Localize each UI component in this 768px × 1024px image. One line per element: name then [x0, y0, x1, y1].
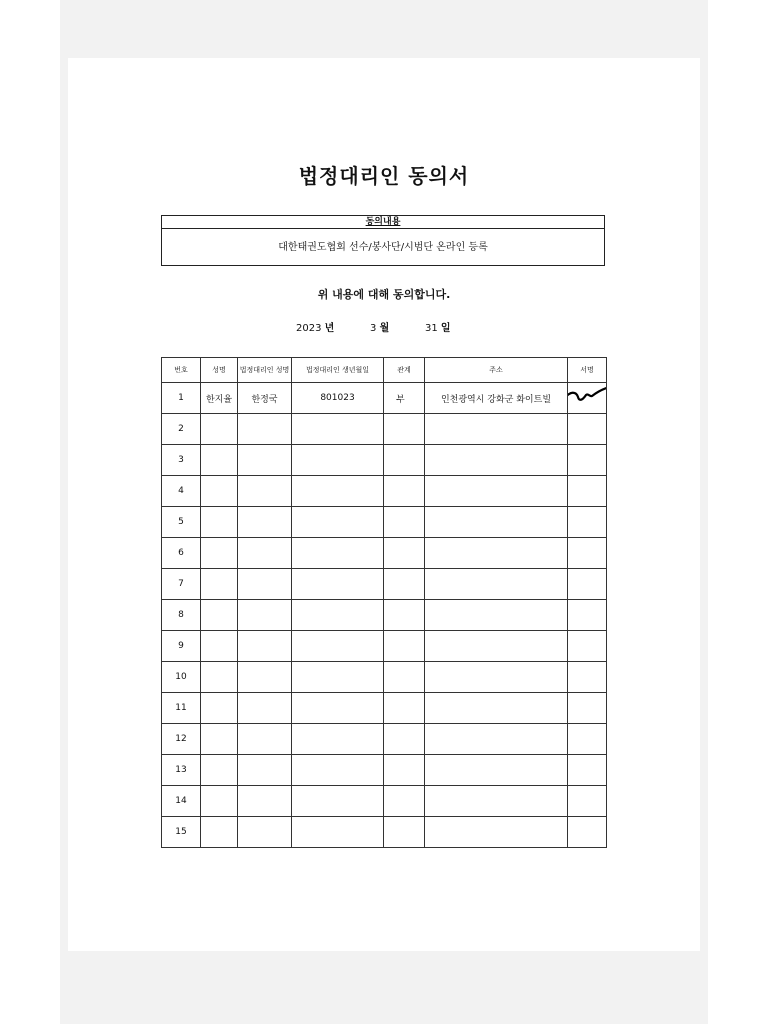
signature-cell: [568, 600, 607, 631]
handwritten-signature: [568, 383, 607, 407]
guardian-birthdate-cell: [292, 755, 384, 786]
date-day-value: 31: [425, 323, 438, 334]
row-number-cell: 7: [162, 569, 201, 600]
participant-name-cell: 한지율: [201, 383, 238, 414]
row-number-cell: 10: [162, 662, 201, 693]
guardian-name-cell: [238, 693, 292, 724]
row-number-cell: 4: [162, 476, 201, 507]
date-day-unit: 일: [440, 323, 451, 334]
participant-name-cell: [201, 631, 238, 662]
guardian-birthdate-cell: [292, 507, 384, 538]
address-cell: [425, 631, 568, 662]
participant-name-cell: [201, 569, 238, 600]
header-signature: 서명: [568, 358, 607, 383]
signature-cell: [568, 476, 607, 507]
address-cell: [425, 538, 568, 569]
table-row: [162, 755, 607, 786]
relation-cell: [384, 631, 425, 662]
relation-cell: [384, 476, 425, 507]
row-number-cell: 12: [162, 724, 201, 755]
signature-cell: [568, 569, 607, 600]
table-row: [162, 631, 607, 662]
guardian-name-cell: [238, 414, 292, 445]
document-title: 법정대리인 동의서: [298, 164, 470, 188]
date-year-value: 2023: [296, 323, 322, 334]
relation-cell: [384, 600, 425, 631]
signature-cell: [568, 662, 607, 693]
relation-cell: 부: [384, 383, 425, 414]
address-cell: [425, 693, 568, 724]
address-cell: 인천광역시 강화군 화이트빌: [425, 383, 568, 414]
relation-cell: [384, 786, 425, 817]
participant-name-cell: [201, 693, 238, 724]
table-row: [162, 662, 607, 693]
header-relation: 관계: [384, 358, 425, 383]
row-number-cell: 3: [162, 445, 201, 476]
guardian-birthdate-cell: [292, 414, 384, 445]
guardian-name-cell: [238, 786, 292, 817]
date-month: [370, 319, 389, 334]
guardian-name-cell: [238, 817, 292, 848]
row-number-cell: 15: [162, 817, 201, 848]
header-guardian-birthdate: 법정대리인 생년월일: [292, 358, 384, 383]
address-cell: [425, 476, 568, 507]
guardian-birthdate-cell: [292, 693, 384, 724]
participant-name-cell: [201, 600, 238, 631]
signature-cell: [568, 538, 607, 569]
table-row: [162, 538, 607, 569]
table-row: [162, 724, 607, 755]
guardian-name-cell: [238, 631, 292, 662]
row-number-cell: 1: [162, 383, 201, 414]
signature-cell: [568, 414, 607, 445]
participant-name-cell: [201, 538, 238, 569]
table-header-row: [162, 358, 607, 383]
consent-content-box: [161, 215, 605, 266]
address-cell: [425, 600, 568, 631]
table-row: [162, 507, 607, 538]
participant-name-cell: [201, 724, 238, 755]
signature-cell: [568, 445, 607, 476]
guardian-name-cell: [238, 569, 292, 600]
address-cell: [425, 445, 568, 476]
relation-cell: [384, 817, 425, 848]
relation-cell: [384, 445, 425, 476]
guardian-birthdate-cell: [292, 569, 384, 600]
guardian-birthdate-cell: 801023: [292, 383, 384, 414]
signature-cell: [568, 693, 607, 724]
date-year: [296, 319, 334, 334]
row-number-cell: 13: [162, 755, 201, 786]
relation-cell: [384, 569, 425, 600]
date-month-unit: 월: [379, 323, 390, 334]
guardian-name-cell: [238, 600, 292, 631]
participant-name-cell: [201, 507, 238, 538]
header-address: 주소: [425, 358, 568, 383]
row-number-cell: 5: [162, 507, 201, 538]
guardian-birthdate-cell: [292, 786, 384, 817]
row-number-cell: 6: [162, 538, 201, 569]
address-cell: [425, 507, 568, 538]
guardian-name-cell: [238, 507, 292, 538]
address-cell: [425, 569, 568, 600]
signature-cell: [568, 383, 607, 414]
address-cell: [425, 755, 568, 786]
table-row: [162, 817, 607, 848]
row-number-cell: 14: [162, 786, 201, 817]
relation-cell: [384, 755, 425, 786]
relation-cell: [384, 662, 425, 693]
address-cell: [425, 662, 568, 693]
table-row: [162, 383, 607, 414]
row-number-cell: 11: [162, 693, 201, 724]
consent-content-header: 동의내용: [162, 216, 604, 229]
guardian-birthdate-cell: [292, 445, 384, 476]
relation-cell: [384, 538, 425, 569]
header-number: 번호: [162, 358, 201, 383]
guardian-name-cell: [238, 476, 292, 507]
table-row: [162, 569, 607, 600]
guardian-birthdate-cell: [292, 538, 384, 569]
consent-content-text: 대한태권도협회 선수/봉사단/시범단 온라인 등록: [278, 242, 488, 253]
table-row: [162, 414, 607, 445]
signature-cell: [568, 817, 607, 848]
date-day: [425, 319, 451, 334]
signature-cell: [568, 507, 607, 538]
participant-name-cell: [201, 755, 238, 786]
participant-name-cell: [201, 786, 238, 817]
date-year-unit: 년: [324, 323, 335, 334]
document-page: [68, 58, 700, 951]
address-cell: [425, 817, 568, 848]
signature-cell: [568, 631, 607, 662]
address-cell: [425, 414, 568, 445]
relation-cell: [384, 724, 425, 755]
guardian-birthdate-cell: [292, 817, 384, 848]
relation-cell: [384, 414, 425, 445]
guardian-name-cell: [238, 662, 292, 693]
header-name: 성명: [201, 358, 238, 383]
guardian-name-cell: 한정국: [238, 383, 292, 414]
participant-name-cell: [201, 445, 238, 476]
signature-cell: [568, 755, 607, 786]
table-row: [162, 786, 607, 817]
guardian-name-cell: [238, 724, 292, 755]
row-number-cell: 9: [162, 631, 201, 662]
header-guardian-name: 법정대리인 성명: [238, 358, 292, 383]
table-row: [162, 476, 607, 507]
guardian-birthdate-cell: [292, 476, 384, 507]
agreement-statement: 위 내용에 대해 동의합니다.: [317, 288, 451, 301]
participant-name-cell: [201, 414, 238, 445]
participant-name-cell: [201, 476, 238, 507]
relation-cell: [384, 693, 425, 724]
signature-cell: [568, 786, 607, 817]
guardian-name-cell: [238, 755, 292, 786]
guardian-birthdate-cell: [292, 631, 384, 662]
address-cell: [425, 786, 568, 817]
row-number-cell: 2: [162, 414, 201, 445]
address-cell: [425, 724, 568, 755]
table-row: [162, 693, 607, 724]
signature-cell: [568, 724, 607, 755]
guardian-birthdate-cell: [292, 662, 384, 693]
guardian-name-cell: [238, 538, 292, 569]
guardian-name-cell: [238, 445, 292, 476]
table-row: [162, 600, 607, 631]
date-month-value: 3: [370, 323, 377, 334]
guardian-consent-table: [161, 357, 607, 848]
guardian-birthdate-cell: [292, 600, 384, 631]
participant-name-cell: [201, 662, 238, 693]
relation-cell: [384, 507, 425, 538]
participant-name-cell: [201, 817, 238, 848]
guardian-birthdate-cell: [292, 724, 384, 755]
row-number-cell: 8: [162, 600, 201, 631]
table-row: [162, 445, 607, 476]
